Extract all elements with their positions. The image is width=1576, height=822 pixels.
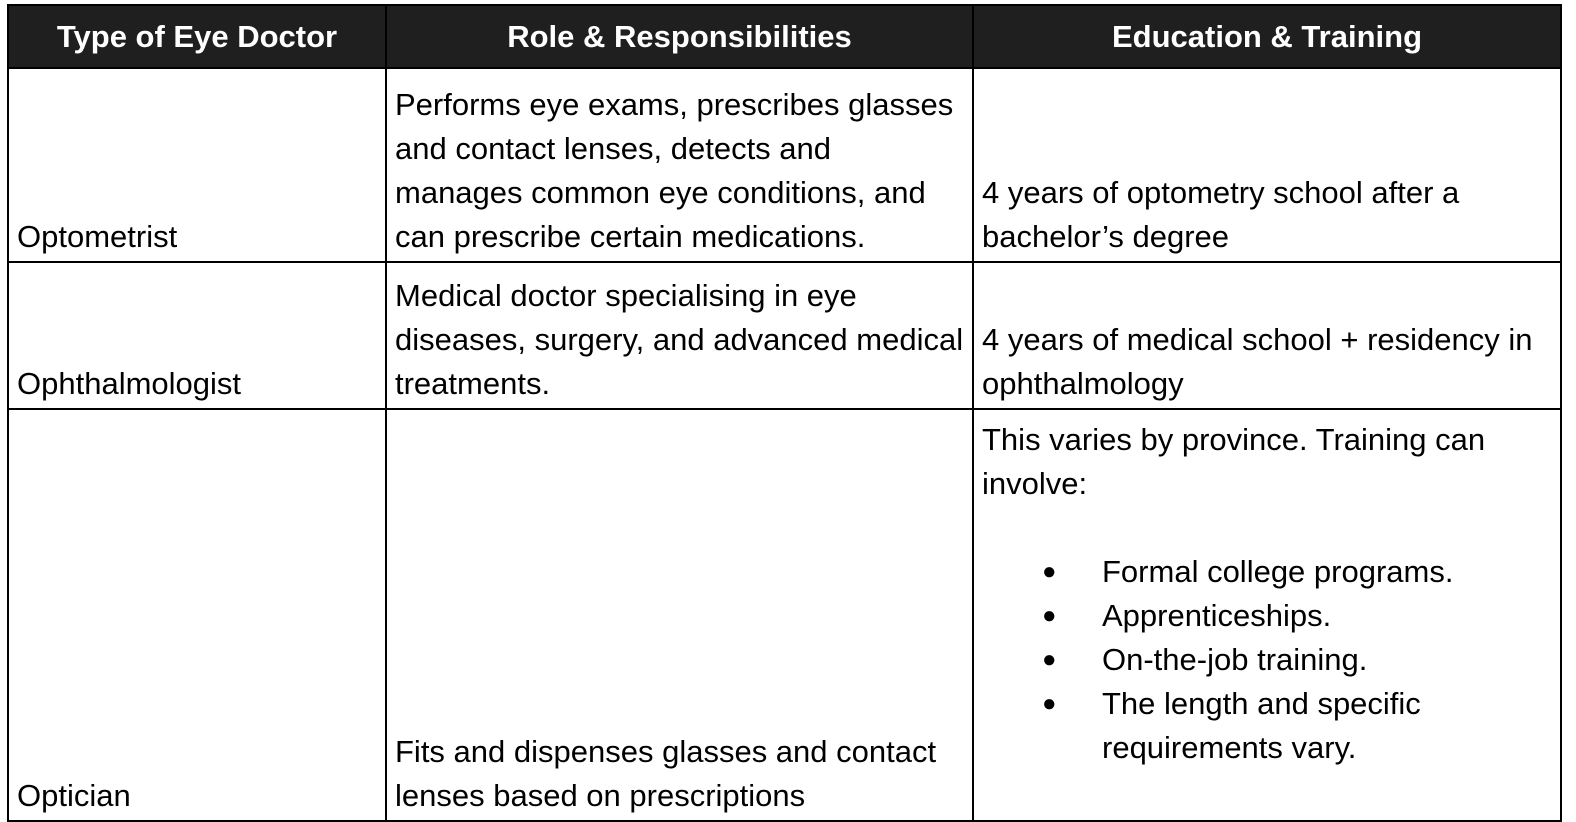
type-cell [8,262,386,409]
header-type-of-eye-doctor: Type of Eye Doctor [8,5,386,68]
header-education-training: Education & Training [973,5,1561,68]
bullet-dot-icon: ● [1042,602,1057,629]
list-item-text: Apprenticeships. [1102,598,1332,633]
header-row [8,5,1561,68]
table-header [8,5,1561,68]
list-item [1034,550,1554,594]
role-text-optometrist: Performs eye exams, prescribes glasses and contact lenses, detects and manages common eye conditions, and can prescribe certain medications. [395,87,954,254]
education-text-ophthalmologist: 4 years of medical school + residency in ophthalmology [982,322,1533,401]
eye-doctor-comparison-table [7,4,1562,822]
training-options-list [982,550,1554,770]
table-row [8,262,1561,409]
role-text-optician: Fits and dispenses glasses and contact lenses based on prescriptions [395,734,937,813]
table-row [8,409,1561,821]
role-cell [386,68,973,262]
type-label-optometrist: Optometrist [17,219,178,254]
role-text-ophthalmologist: Medical doctor specialising in eye diseases, surgery, and advanced medical treatments. [395,278,964,401]
role-cell [386,262,973,409]
table-row [8,68,1561,262]
type-label-ophthalmologist: Ophthalmologist [17,366,242,401]
list-item-text: Formal college programs. [1102,554,1454,589]
table-body [8,68,1561,821]
list-item [1034,594,1554,638]
bullet-dot-icon: ● [1042,558,1057,585]
education-cell [973,68,1561,262]
list-item [1034,682,1554,770]
education-intro-optician: This varies by province. Training can involve: [982,422,1486,501]
list-item [1034,638,1554,682]
bullet-dot-icon: ● [1042,646,1057,673]
list-item-text: The length and specific requirements vary. [1102,686,1421,765]
list-item-text: On-the-job training. [1102,642,1368,677]
role-cell [386,409,973,821]
education-text-optometrist: 4 years of optometry school after a bachelor’s degree [982,175,1460,254]
education-cell [973,409,1561,821]
education-cell [973,262,1561,409]
header-role-responsibilities: Role & Responsibilities [386,5,973,68]
bullet-dot-icon: ● [1042,690,1057,717]
type-cell [8,409,386,821]
type-label-optician: Optician [17,778,131,813]
type-cell [8,68,386,262]
